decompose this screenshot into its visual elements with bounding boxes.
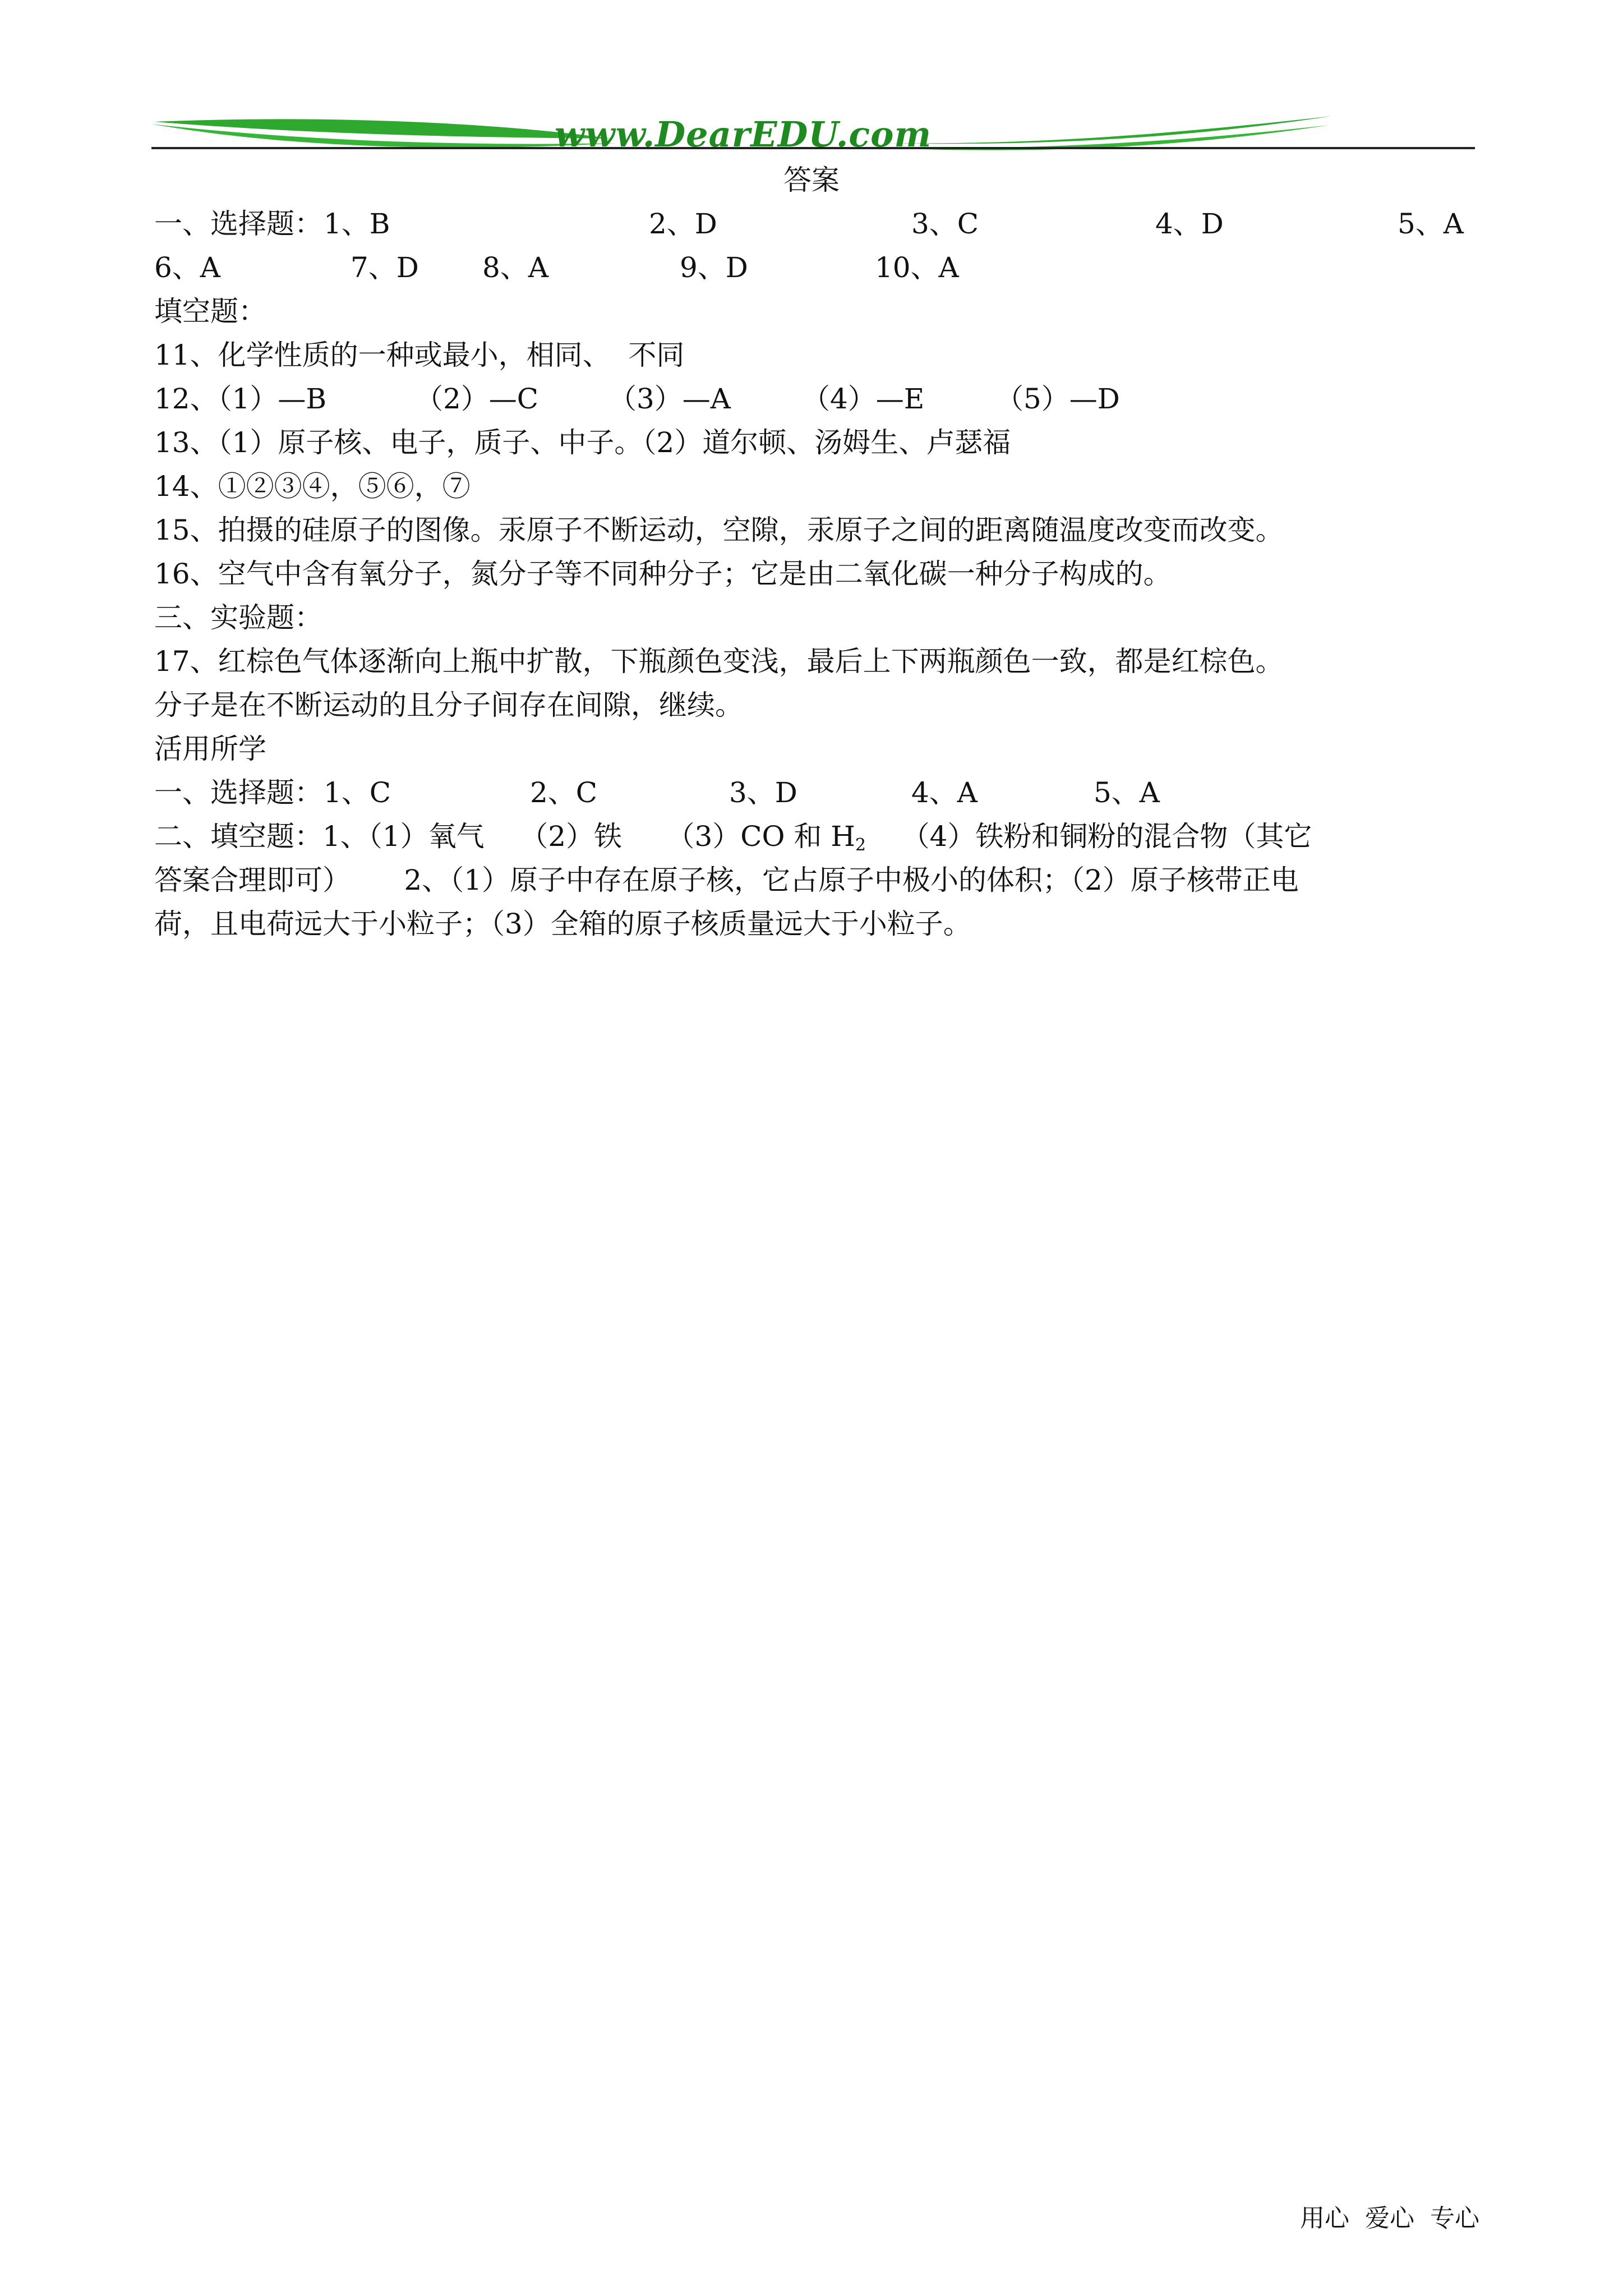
apply-q2-line-2: 答案合理即可） 2、（1）原子中存在原子核，它占原子中极小的体积；（2）原子核带正电 [154,864,1299,896]
answer-15: 15、拍摄的硅原子的图像。汞原子不断运动，空隙，汞原子之间的距离随温度改变而改变。 [154,514,1284,546]
answer-17-line-1: 17、红棕色气体逐渐向上瓶中扩散，下瓶颜色变浅，最后上下两瓶颜色一致，都是红棕色。 [154,645,1284,678]
q1-answer-2: 2、D [649,208,717,240]
answer-12-part-2: （2）—C [415,383,539,415]
answer-16: 16、空气中含有氧分子，氮分子等不同种分子；它是由二氧化碳一种分子构成的。 [154,558,1172,590]
apply-q1-answer-4: 4、A [911,776,978,809]
answer-12-part-5: （5）—D [995,383,1120,415]
answer-11: 11、化学性质的一种或最小，相同、 不同 [154,339,685,371]
fill-section-title: 填空题： [154,295,266,328]
answer-14: 14、①②③④，⑤⑥，⑦ [154,470,471,503]
apply-q1-answer-2: 2、C [530,776,598,809]
q1-answer-7: 7、D [351,251,419,284]
apply-q1-answer-3: 3、D [729,776,797,809]
q1-label: 一、选择题： [154,208,322,240]
answer-12-part-1: 12、（1）—B [154,383,327,415]
page-footer: 用心 爱心 专心 [1300,2204,1479,2233]
q1-answer-1: 1、B [324,208,390,240]
apply-q1-answer-1: 1、C [324,776,391,809]
experiment-section-title: 三、实验题： [154,601,322,634]
header-divider [151,147,1475,149]
q1-answer-3: 3、C [911,208,979,240]
q1-answer-8: 8、A [482,251,548,284]
answer-12-part-4: （4）—E [802,383,925,415]
q1-answer-10: 10、A [875,251,959,284]
apply-q1-label: 一、选择题： [154,776,322,809]
q1-answer-6: 6、A [154,251,220,284]
q1-answer-9: 9、D [680,251,748,284]
apply-q1-answer-5: 5、A [1094,776,1160,809]
q1-answer-5: 5、A [1398,208,1464,240]
apply-section-title: 活用所学 [154,733,266,765]
apply-q2-line-3: 荷，且电荷远大于小粒子；（3）全箱的原子核质量远大于小粒子。 [154,908,971,940]
answer-13: 13、（1）原子核、电子，质子、中子。（2）道尔顿、汤姆生、卢瑟福 [154,426,1011,459]
apply-q2-line-1-text-a: 二、填空题：1、（1）氧气 （2）铁 （3）CO 和 H [154,820,855,853]
apply-q2-line-1 [154,819,1312,863]
answer-17-line-2: 分子是在不断运动的且分子间存在间隙，继续。 [154,689,743,721]
q1-answer-4: 4、D [1155,208,1224,240]
apply-q2-line-1-text-b: （4）铁粉和铜粉的混合物（其它 [866,820,1312,853]
answer-12-part-3: （3）—A [608,383,731,415]
site-logo-text: www.DearEDU.com [554,114,932,155]
page-title: 答案 [783,164,840,196]
h2-subscript: 2 [855,835,866,855]
